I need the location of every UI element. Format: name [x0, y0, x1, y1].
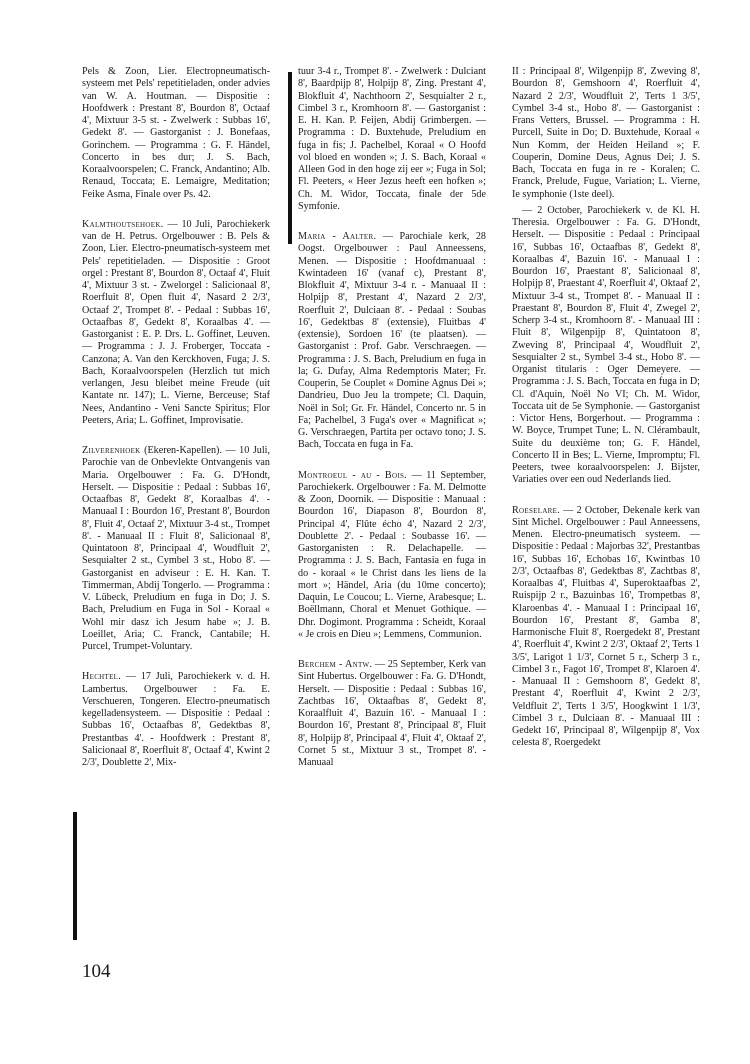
text-column-1: [82, 66, 270, 769]
entry-text: — 10 Juli, Parochiekerk van de H. Petrus. Orgelbouwer : B. Pels & Zoon, Lier. Electro-pneumatisch-systeem met Pels' repetitieladen. — Dispositie : Groot orgel : Prestant 8', Bourdon 8', Octaaf 4', Fluit 4', Mixtuur 3 st. - Zwelorgel : Salicionaal 8', Roerfluit 8', Open fluit 4', Nasard 2 2/3', Octaaf 2', Trompet 8'. - Pedaal : Subbas 16', Octaafbas 8', Gedekt 8', Koraalbas 4'. — Gastorganist : E. P. Drs. L. Goffinet, Leuven. — Programma : J. J. Froberger, Toccata - Canzona; A. Van den Kerckhoven, Fuga; J. S. Bach, Koraalvoorspelen (Herzlich tut mich verlangen, Jesu bleibet meine Freude (uit Kantate nr. 147); L. Vierne, Berceuse; Staf Nees, Andantino - Veni Sancte Spiritus; Flor Peeters, Aria; L. Goffinet, Improvisatie.: [82, 218, 270, 426]
text-column-3: [512, 66, 700, 750]
entry-continuation: [512, 66, 700, 201]
margin-rule-top: [288, 72, 292, 244]
margin-rule-bottom: [73, 812, 77, 940]
entry-text: — 17 Juli, Parochiekerk v. d. H. Lambertus. Orgelbouwer : Fa. E. Verschueren, Tongeren. Electro-pneumatisch kegelladensysteem. — Dispositie : Pedaal : Subbas 16', Octaafbas 8', Gedektbas 8', Prestantbas 4'. - Hoofdwerk : Prestant 8', Salicionaal 8', Roerfluit 8', Octaaf 4', Kwint 2 2/3', Doublette 2', Mix-: [82, 671, 270, 768]
entry-heading: Montroeul - au - Bois.: [298, 469, 407, 481]
entry-zilverenhoek: [82, 445, 270, 653]
entry-kalmthoutsehoek: [82, 219, 270, 427]
entry-continuation: [82, 66, 270, 201]
entry-2-october: [512, 205, 700, 487]
page-number: 104: [82, 961, 111, 982]
entry-heading: Maria - Aalter.: [298, 231, 377, 242]
entry-heading: Hechtel.: [82, 671, 122, 683]
entry-maria-aalter: [298, 231, 486, 452]
entry-text: II : Principaal 8', Wilgenpijp 8', Zweving 8', Bourdon 8', Gemshoorn 4', Roerfluit 4', Nazard 2 2/3', Woudfluit 2', Terts 1 3/5', Cymbel 3-4 st., Hobo 8'. — Gastorganist : Frans Vetters, Brussel. — Programma : H. Purcell, Suite in Do; D. Buxtehude, Koraal « Nun Komm, der Heiden Heiland »; F. Couperin, Domine Deus, Agnus Dei; J. S. Bach, Toccata en fuga in re - Koralen; C. Franck, Prelude, Fugue, Variation; L. Vierne, Ie symphonie (1ste deel).: [512, 66, 700, 200]
entry-heading: Zilverenhoek: [82, 445, 141, 456]
entry-text: — Parochiale kerk, 28 Oogst. Orgelbouwer : Paul Anneessens, Menen. — Dispositie : Hoofdmanuaal : Kwintadeen 16' (vanaf c), Prestant 8', Blokfluit 4', Mixtuur 3-4 r. - Manuaal II : Holpijp 8', Prestant 4', Nazard 2 2/3', Roerfluit 2', Dulciaan 8'. - Pedaal : Soubas 16', Gedektbas 8' (extensie), Fluitbas 4' (extensie), Sordoen 16' (te plaatsen). — Gastorganist : Prof. Gabr. Verschraegen. — Programma : J. S. Bach, Preludium en fuga in la; G. Dufay, Alma Redemptoris Mater; Fr. Couperin, 5e Couplet « Domine Agnus Dei »; Dandrieu, Duo Jeu la trompete; Cl. Daquin, Noël in Sol; Gr. Fr. Händel, Concerto nr. 5 in Fa; Pachelbel, 3 Fuga's over « Magnificat »; G. Verschraegen, Partita per octavo tono; J. S. Bach, Toccata en fuga in Fa.: [298, 231, 486, 451]
entry-roeselare: [512, 505, 700, 750]
entry-heading: Kalmthoutsehoek.: [82, 218, 164, 230]
entry-text: tuur 3-4 r., Trompet 8'. - Zwelwerk : Dulciant 8', Baardpijp 8', Holpijp 8', Zing. Prestant 4', Blokfluit 4', Nachthoorn 2', Sesquialter 2 r., Cimbel 3 r., Kromhoorn 8'. — Gastorganist : E. H. Kan. P. Feijen, Abdij Grimbergen. — Programma : D. Buxtehude, Preludium en fuga in fis; J. Pachelbel, Koraal « O Hoofd vol bloed en wonden »; J. S. Bach, Koraal « Alleen God in den hoge zij eer »; Fuga in Sol; Fl. Peeters, « Heer Jezus heeft een hofken »; Ch. M. Widor, Toccata, finale der 5de Symfonie.: [298, 66, 486, 212]
entry-continuation: [298, 66, 486, 213]
text-column-2: [298, 66, 486, 769]
entry-montroeul: [298, 470, 486, 642]
entry-berchem: [298, 659, 486, 769]
entry-text: — 25 September, Kerk van Sint Hubertus. Orgelbouwer : Fa. G. D'Hondt, Herselt. — Dispositie : Pedaal : Subbas 16', Zachtbas 16', Oktaafbas 8', Gedekt 8', Koraalfluit 4', Bazuin 16'. - Manuaal I : Bourdon 16', Prestant 8', Principaal 8', Fluit 8', Holpijp 8', Principaal 4', Fluit 4', Oktaaf 2', Cornet 5 st., Mixtuur 3 st., Trompet 8'. - Manuaal: [298, 659, 486, 768]
entry-text: Pels & Zoon, Lier. Electropneumatisch-systeem met Pels' repetitieladen, onder advies van W. A. Houtman. — Dispositie : Hoofdwerk : Prestant 8', Bourdon 8', Octaaf 4', Mixtuur 3-5 st. - Zwelwerk : Subbas 16', Gedekt 8'. — Gastorganist : J. Bonefaas, Gorinchem. — Programma : G. F. Händel, Concerto in bes dur; J. S. Bach, Koraalvoorspelen; C. Franck, Andantino; Alb. Renaud, Toccata; E. Lemaigre, Meditation; Feike Asma, Finale over Ps. 42.: [82, 66, 270, 200]
entry-hechtel: [82, 671, 270, 769]
entry-heading: Berchem - Antw.: [298, 659, 373, 670]
entry-heading: Roeselare.: [512, 504, 561, 516]
entry-text: — 2 October, Dekenale kerk van Sint Michel. Orgelbouwer : Paul Anneessens, Menen. Electro-pneumatisch systeem. — Dispositie : Pedaal : Majorbas 32', Prestantbas 16', Subbas 16', Echobas 16', Kwintbas 10 2/3', Octaafbas 8', Gedektbas 8', Zachtbas 8', Koraalbas 4', Fluitbas 4', Superoktaafbas 2', Ruispijp 2 r., Bazuinbas 16', Trompetbas 8', Klaroenbas 4'. - Manuaal I : Principaal 16', Bourdon 16', Prestant 8', Gamba 8', Harmonische Fluit 8', Roergedekt 8', Prestant 4', Roerfluit 4', Kwint 2 2/3', Oktaaf 2', Terts 1 3/5', Larigot 1 1/3', Cornet 5 r., Scherp 3 r., Cimbel 3 r., Fagot 16', Trompet 8', Klaroen 4'. - Manuaal II : Gemshoorn 8', Gedekt 8', Prestant 4', Roerfluit 4', Kwint 2 2/3', Veldfluit 2', Terts 1 3/5', Hoogkwint 1 1/3', Cimbel 3 r., Dulciaan 8'. - Manuaal III : Gedekt 16', Principaal 8', Wilgenpijp 8', Vox celesta 8', Roergedekt: [512, 504, 700, 749]
entry-text: (Ekeren-Kapellen). — 10 Juli, Parochie van de Onbevlekte Ontvangenis van Maria. Orgelbouwer : Fa. G. D'Hondt, Herselt. — Dispositie : Pedaal : Subbas 16', Octaafbas 8', Gedekt 8', Koraalbas 4'. - Manuaal I : Bourdon 16', Prestant 8', Bourdon 8', Fluit 4', Octaaf 2', Mixtuur 3-4 st., Trompet 8'. - Manuaal II : Fluit 8', Salicionaal 8', Quintatoon 8', Principaal 4', Woudfluit 2', Sesquialter 2 st., Cymbel 3 st., Hobo 8'. — Gastorganist en adviseur : E. H. Kan. T. Timmerman, Abdij Tongerlo. — Programma : V. Lübeck, Preludium en fuga in Do; J. S. Bach, Preludium en Fuga in Sol - Koraal « Wohl mir dasz ich Jesum habe »; J. B. Loeillet, Aria; C. Franck, Cantabile; H. Purcel, Trumpet-Voluntary.: [82, 445, 270, 652]
entry-text: — 11 September, Parochiekerk. Orgelbouwer : Fa. M. Delmotte & Zoon, Doornik. — Dispositie : Manuaal : Bourdon 16', Diapason 8', Bourdon 8', Principal 4', Flûte écho 4', Nazard 2 2/3', Doublette 2'. - Pedaal : Soubasse 16'. — Gastorganisten : R. Delachapelle. — Programma : J. S. Bach, Fantasia en fuga in do - koraal « le Christ dans les liens de la mort »; Händel, Aria (du 10me concerto); Daquin, Le Coucou; L. Vierne, Arabesque; L. Boëllmann, Choral et Menuet Gothique. — Dhr. Dogimont. Programma : Scheidt, Koraal « Je crois en Dieu »; Lemmens, Communion.: [298, 469, 486, 640]
entry-text: — 2 October, Parochiekerk v. de Kl. H. Theresia. Orgelbouwer : Fa. G. D'Hondt, Herselt. — Dispositie : Pedaal : Principaal 16', Subbas 16', Octaafbas 8', Gedekt 8', Koraalbas 4', Bazuin 16'. - Manuaal I : Bourdon 16', Praestant 8', Salicionaal 8', Holpijp 8', Praestant 4', Roerfluit 4', Oktaaf 2', Mixtuur 3-4 st., Trompet 8'. - Manuaal II : Praestant 8', Bourdon 8', Fluit 4', Zwegel 2', Scherp 3-4 st., Kromhoorn 8'. - Manuaal III : Fluit 8', Wilgenpijp 8', Quintatoon 8', Zweving 8', Principaal 4', Woudfluit 2', Sesquialter 2 st., Symbel 3-4 st., Hobo 8'. — Organist titularis : Oger Demeyere. — Programma : J. S. Bach, Toccata en fuga in D; Cl. d'Aquin, Noël No VI; Ch. M. Widor, Toccata uit de 5e Symphonie. — Gastorganist : Victor Hens, Borgerhout. — Programma : W. Boyce, Trumpet Tune; L. N. Clérambault, Suite du deuxième ton; G. F. Händel, Concerto II in Bes; L. Vierne, Impromptu; Fl. Peeters, twee koraalvoorspelen: J. Bijster, Variaties over een oud Nederlands lied.: [512, 204, 700, 486]
